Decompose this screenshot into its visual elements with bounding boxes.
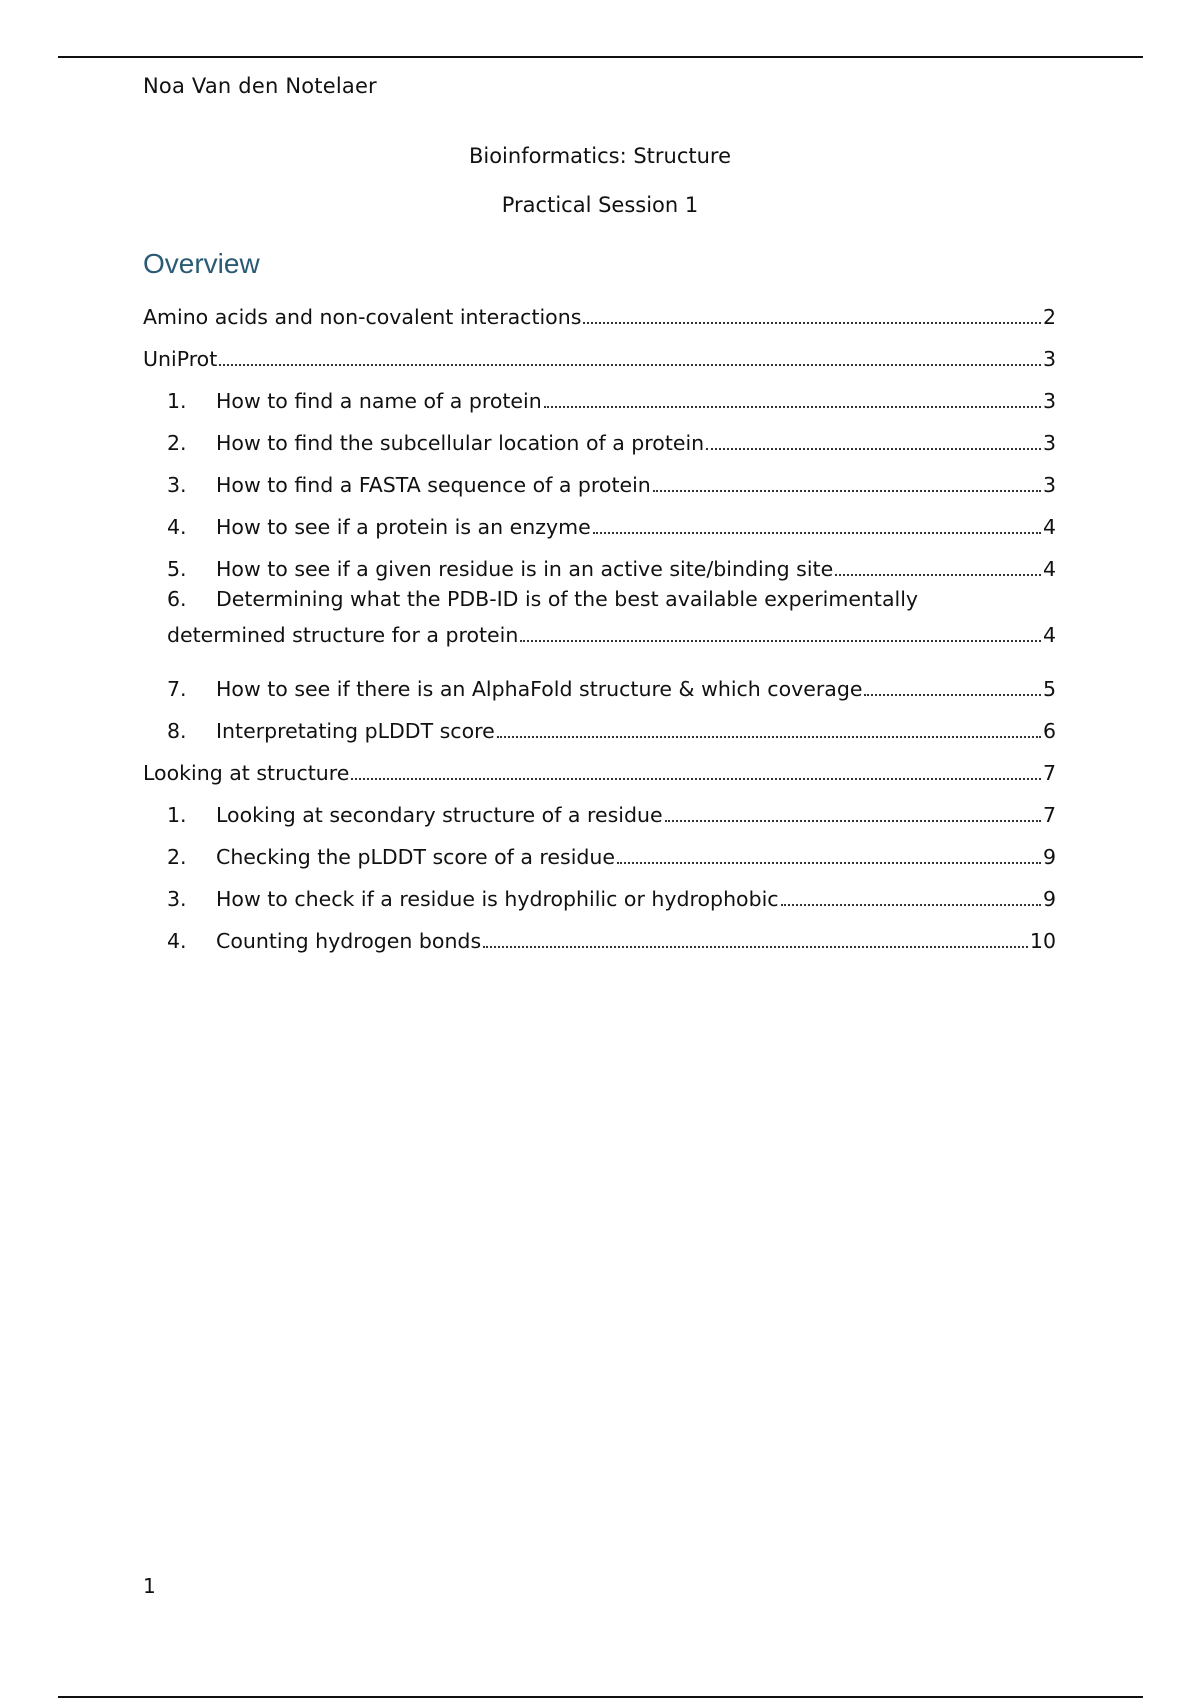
overview-heading: Overview [143, 248, 260, 279]
toc-subentry-line [143, 581, 1056, 611]
session-title: Practical Session 1 [501, 193, 699, 217]
toc-page-number: 3 [1042, 389, 1056, 413]
toc-page-number: 5 [1042, 677, 1056, 701]
toc-subentry-line [143, 611, 1056, 647]
dot-leader [351, 778, 1041, 780]
toc-subentry-text: Counting hydrogen bonds [216, 929, 482, 953]
toc-subentry-text: Looking at secondary structure of a residue [216, 803, 663, 827]
toc-entry-text: Looking at structure [143, 761, 350, 785]
toc-page-number: 4 [1042, 623, 1056, 647]
dot-leader [497, 736, 1041, 738]
toc-page-number: 7 [1042, 803, 1056, 827]
toc-subentry[interactable] [143, 497, 1056, 539]
toc-subentry[interactable] [143, 581, 1056, 659]
dot-leader [583, 322, 1041, 324]
toc-subentry-number: 4. [167, 929, 187, 953]
toc-subentry-text: How to find a FASTA sequence of a protein [216, 473, 651, 497]
toc-page-number: 3 [1042, 347, 1056, 371]
dot-leader [219, 364, 1041, 366]
toc-subentry-number: 6. [167, 587, 187, 611]
footer-rule [58, 1696, 1143, 1698]
toc-page-number: 10 [1029, 929, 1056, 953]
toc-page-number: 7 [1042, 761, 1056, 785]
toc-subentry[interactable] [143, 911, 1056, 953]
toc-subentry[interactable] [143, 701, 1056, 743]
toc-subentry[interactable] [143, 539, 1056, 581]
toc-subentry-number: 5. [167, 557, 187, 581]
toc-subentry-text: How to see if a protein is an enzyme [216, 515, 591, 539]
dot-leader [617, 862, 1041, 864]
toc-page-number: 3 [1042, 431, 1056, 455]
dot-leader [544, 406, 1041, 408]
dot-leader [781, 904, 1041, 906]
toc-page-number: 6 [1042, 719, 1056, 743]
toc-subentry[interactable] [143, 659, 1056, 701]
toc-subentry[interactable] [143, 413, 1056, 455]
toc-page-number: 4 [1042, 557, 1056, 581]
toc-entry-amino-acids[interactable] [143, 287, 1056, 329]
dot-leader [520, 640, 1041, 642]
dot-leader [665, 820, 1041, 822]
toc-page-number: 3 [1042, 473, 1056, 497]
toc-page-number: 2 [1042, 305, 1056, 329]
toc-subentry-number: 2. [167, 431, 187, 455]
toc-page-number: 9 [1042, 845, 1056, 869]
toc-subentry-text-continued: determined structure for a protein [167, 623, 519, 647]
toc-subentry-text: Interpretating pLDDT score [216, 719, 495, 743]
toc-page-number: 4 [1042, 515, 1056, 539]
author-name: Noa Van den Notelaer [143, 74, 377, 98]
toc-subentry-text: How to find a name of a protein [216, 389, 542, 413]
toc-subentry-number: 7. [167, 677, 187, 701]
dot-leader [483, 946, 1028, 948]
page-number: 1 [143, 1574, 156, 1598]
toc-entry-looking-at-structure[interactable] [143, 743, 1056, 785]
toc-subentry[interactable] [143, 455, 1056, 497]
toc-subentry-text: How to see if there is an AlphaFold structure & which coverage [216, 677, 863, 701]
toc-subentry-text: Checking the pLDDT score of a residue [216, 845, 616, 869]
toc-entry-text: Amino acids and non-covalent interactions [143, 305, 582, 329]
toc-subentry-text: How to see if a given residue is in an active site/binding site [216, 557, 834, 581]
dot-leader [653, 490, 1041, 492]
toc-subentry[interactable] [143, 869, 1056, 911]
course-title: Bioinformatics: Structure [468, 144, 732, 168]
toc-entry-uniprot[interactable] [143, 329, 1056, 371]
toc-subentry-text: How to check if a residue is hydrophilic or hydrophobic [216, 887, 779, 911]
table-of-contents [143, 287, 1056, 953]
toc-page-number: 9 [1042, 887, 1056, 911]
dot-leader [706, 448, 1041, 450]
toc-subentry-text: Determining what the PDB-ID is of the best available experimentally [216, 587, 919, 611]
toc-subentry[interactable] [143, 827, 1056, 869]
toc-subentry-number: 3. [167, 473, 187, 497]
toc-subentry-number: 1. [167, 389, 187, 413]
toc-subentry-number: 2. [167, 845, 187, 869]
dot-leader [864, 694, 1040, 696]
toc-entry-text: UniProt [143, 347, 218, 371]
toc-subentry[interactable] [143, 785, 1056, 827]
toc-subentry-number: 4. [167, 515, 187, 539]
dot-leader [593, 532, 1041, 534]
toc-subentry-text: How to find the subcellular location of a protein [216, 431, 705, 455]
header-rule [58, 56, 1143, 58]
toc-subentry-number: 3. [167, 887, 187, 911]
toc-subentry-number: 8. [167, 719, 187, 743]
dot-leader [835, 574, 1041, 576]
toc-subentry-number: 1. [167, 803, 187, 827]
toc-subentry[interactable] [143, 371, 1056, 413]
